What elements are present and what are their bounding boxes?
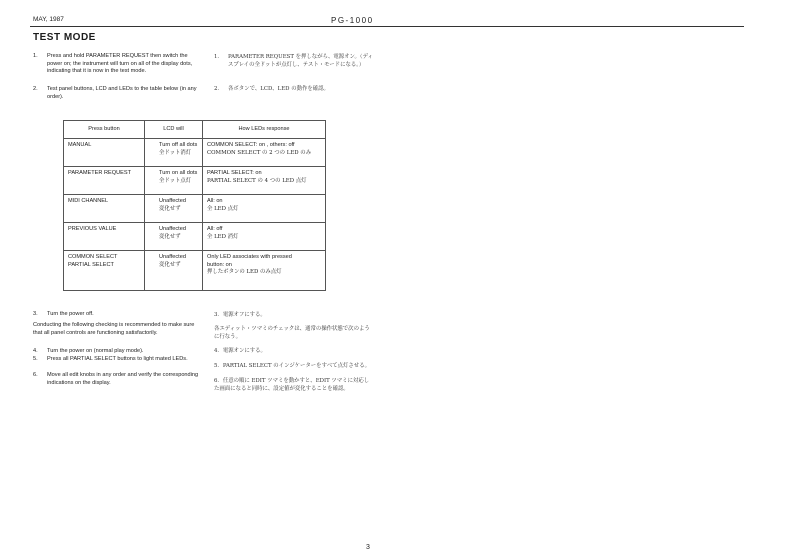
cell-led	[203, 223, 326, 251]
step-2-jp-text: 各ボタンで、LCD、LED の動作を確認。	[228, 86, 329, 92]
led-jp: COMMON SELECT の 2 つの LED のみ	[207, 149, 312, 156]
step-5-number: 5.	[33, 356, 38, 362]
cell-led	[203, 139, 326, 167]
table-row	[64, 139, 326, 167]
step-5-text: Press all PARTIAL SELECT buttons to light mated LEDs.	[47, 356, 188, 362]
table-row	[64, 251, 326, 291]
lcd-en: Unaffected	[159, 254, 186, 260]
led-en: All: on	[207, 198, 223, 204]
step-4-en	[33, 348, 203, 356]
step-4-jp	[214, 348, 379, 356]
step-3-jp	[214, 312, 379, 320]
led-en: button: on	[207, 261, 232, 268]
led-jp: 全 LED 消灯	[207, 233, 239, 240]
led-en: PARTIAL SELECT: on	[207, 170, 262, 176]
step-2-en	[33, 86, 203, 101]
cell-button	[64, 195, 145, 223]
button-name: MIDI CHANNEL	[68, 198, 109, 204]
lcd-en: Unaffected	[159, 198, 186, 204]
cell-button	[64, 167, 145, 195]
header-date: MAY, 1987	[33, 16, 64, 23]
header-press-button: Press button	[64, 121, 145, 139]
checking-note-text: Conducting the following checking is recommended to make sure that all panel controls are functioning satisfactorily.	[33, 322, 195, 336]
header-rule	[30, 26, 744, 27]
step-3-en	[33, 311, 203, 319]
step-3-jp-text: 3．電源オフにする。	[214, 312, 266, 318]
led-en: COMMON SELECT: on , others: off	[207, 142, 295, 148]
step-3-text: Turn the power off.	[47, 311, 94, 317]
lcd-jp: 全ドット消灯	[159, 149, 192, 156]
lcd-jp: 変化せず	[159, 205, 181, 212]
cell-lcd	[145, 251, 203, 291]
table-header-row	[64, 121, 326, 139]
step-4-jp-text: 4．電源オンにする。	[214, 348, 266, 354]
lcd-jp: 変化せず	[159, 233, 181, 240]
table-row	[64, 223, 326, 251]
step-4-number: 4.	[33, 348, 38, 354]
step-2-jp-number: 2．	[214, 86, 223, 92]
button-name: PARAMETER REQUEST	[68, 170, 131, 176]
cell-lcd	[145, 139, 203, 167]
page-title: TEST MODE	[33, 32, 96, 43]
checking-note-en	[33, 322, 199, 337]
header-led-response: How LEDs response	[203, 121, 326, 139]
button-name: PARTIAL SELECT	[68, 261, 114, 268]
cell-led	[203, 251, 326, 291]
step-1-en	[33, 53, 203, 76]
led-jp: 押したボタンの LED のみ点灯	[207, 269, 282, 276]
lcd-en: Turn on all dots	[159, 170, 198, 176]
page-number: 3	[366, 544, 370, 551]
cell-lcd	[145, 167, 203, 195]
step-2-jp	[214, 86, 374, 94]
table-row	[64, 167, 326, 195]
step-1-jp	[214, 54, 374, 69]
button-name: MANUAL	[68, 142, 92, 148]
led-jp: PARTIAL SELECT の 4 つの LED 点灯	[207, 177, 307, 184]
button-name: COMMON SELECT	[68, 254, 118, 260]
cell-button	[64, 139, 145, 167]
step-1-number: 1.	[33, 53, 38, 59]
step-6-jp-text: 6．任意の順に EDIT ツマミを動かすと、EDIT ツマミに対応した画面になると同時に、設定値が変化することを確認。	[214, 378, 370, 392]
cell-led	[203, 195, 326, 223]
lcd-en: Unaffected	[159, 226, 186, 232]
checking-note-jp-text: 各エディット・ツマミのチェックは、通常の操作状態で次のように行なう。	[214, 326, 370, 340]
button-name: PREVIOUS VALUE	[68, 226, 117, 232]
step-1-jp-number: 1．	[214, 54, 223, 60]
step-2-number: 2.	[33, 86, 38, 92]
cell-button	[64, 223, 145, 251]
step-3-number: 3.	[33, 311, 38, 317]
step-6-number: 6.	[33, 372, 38, 378]
step-5-jp	[214, 363, 384, 371]
step-1-jp-text: PARAMETER REQUEST を押しながら、電源オン。（ディスプレイの全ドットが点灯し、テスト・モードになる。）	[228, 54, 373, 68]
step-2-text: Test panel buttons, LCD and LEDs to the table below (in any order).	[47, 86, 197, 100]
led-en: All: off	[207, 226, 223, 232]
table-row	[64, 195, 326, 223]
led-jp: 全 LED 点灯	[207, 205, 239, 212]
cell-lcd	[145, 223, 203, 251]
checking-note-jp	[214, 326, 374, 341]
header-model: PG-1000	[331, 16, 374, 25]
cell-lcd	[145, 195, 203, 223]
step-4-text: Turn the power on (normal play mode).	[47, 348, 144, 354]
step-5-jp-text: 5．PARTIAL SELECT のインジケーターをすべて点灯させる。	[214, 363, 370, 369]
step-5-en	[33, 356, 203, 364]
lcd-jp: 変化せず	[159, 261, 181, 268]
cell-button	[64, 251, 145, 291]
step-6-text: Move all edit knobs in any order and verify the corresponding indications on the display.	[47, 372, 199, 386]
header-lcd-will: LCD will	[145, 121, 203, 139]
lcd-en: Turn off all dots	[159, 142, 198, 148]
step-6-en	[33, 372, 203, 387]
led-en: Only LED associates with pressed	[207, 254, 292, 260]
step-1-text: Press and hold PARAMETER REQUEST then switch the power on; the instrument will turn on all of the display dots, indicating that it is now in the test mode.	[47, 53, 193, 75]
test-table	[63, 120, 326, 291]
cell-led	[203, 167, 326, 195]
lcd-jp: 全ドット点灯	[159, 177, 192, 184]
step-6-jp	[214, 378, 374, 393]
